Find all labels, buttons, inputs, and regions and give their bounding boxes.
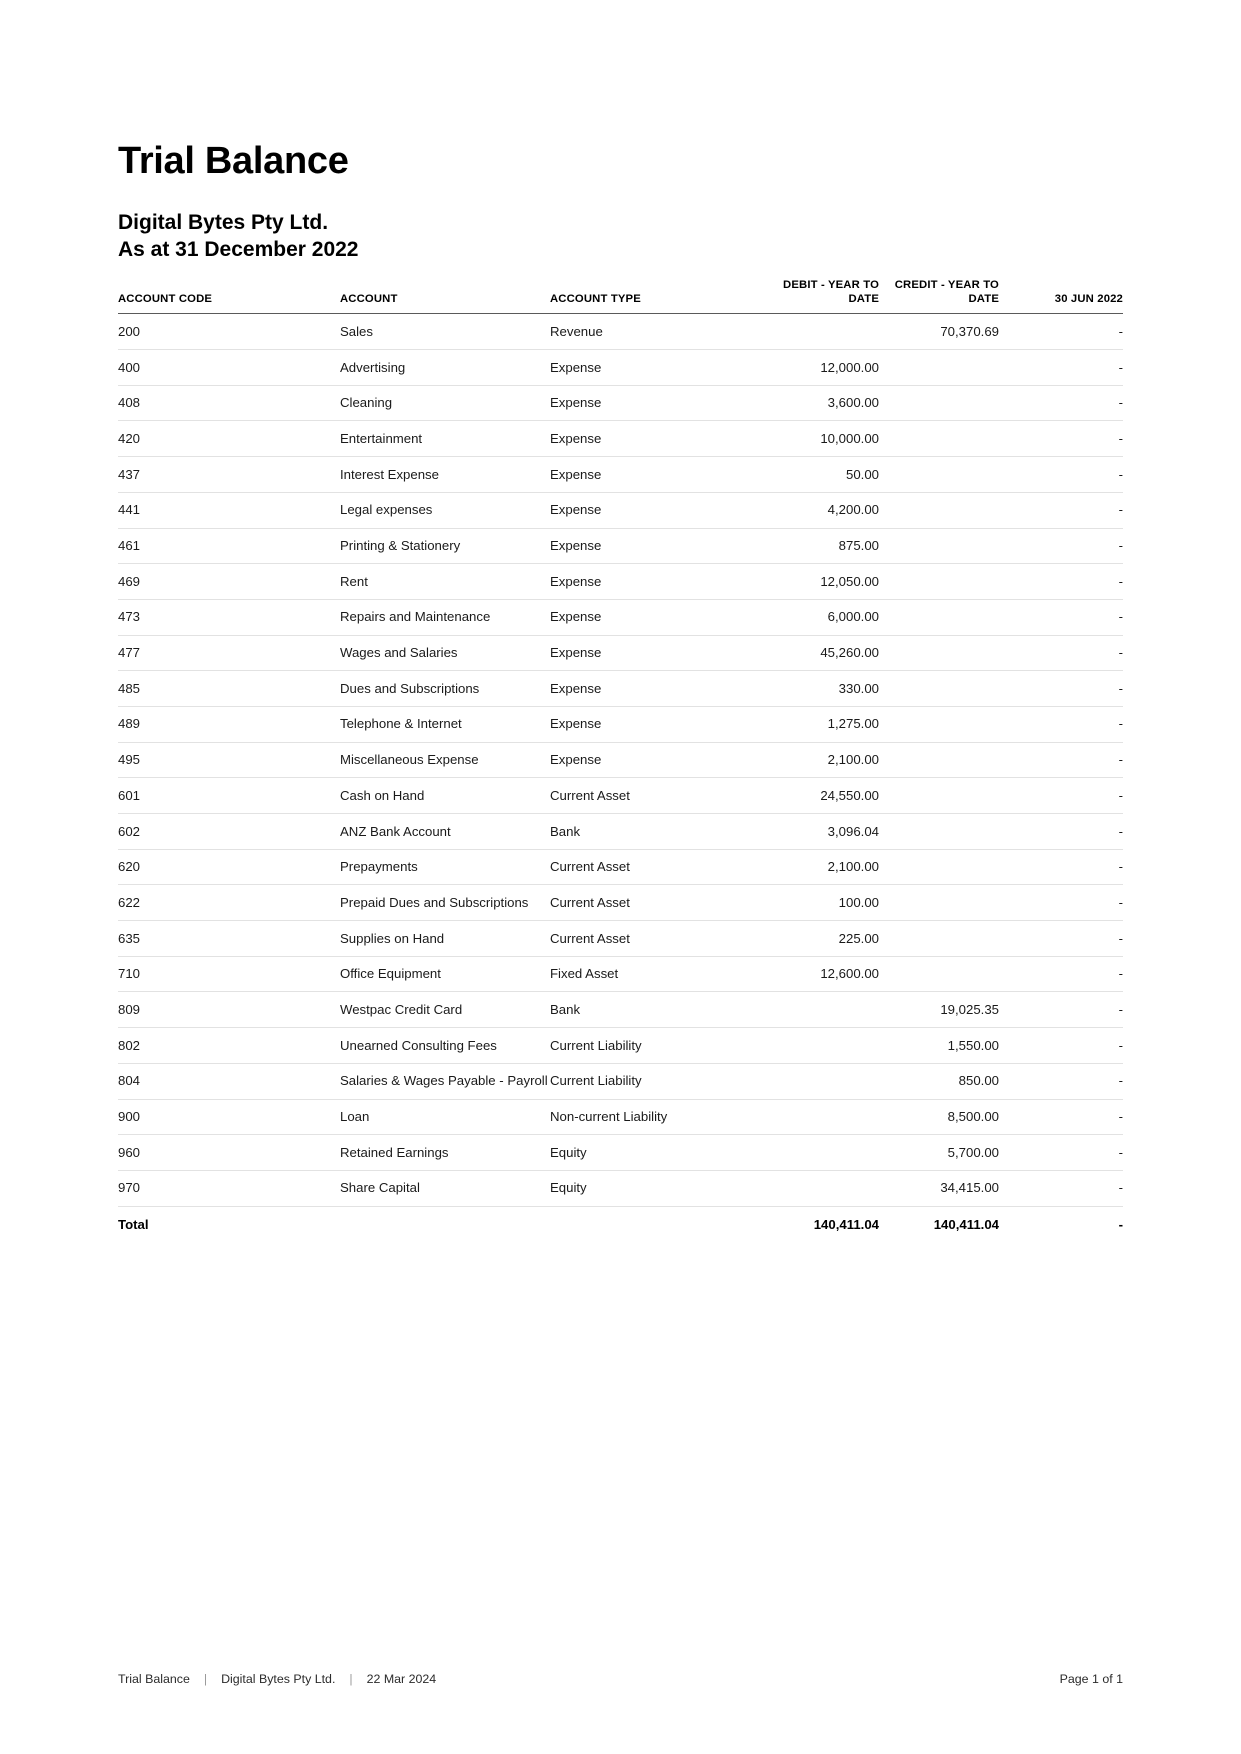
cell-account: Dues and Subscriptions (340, 671, 550, 707)
cell-prior-period: - (1001, 599, 1123, 635)
cell-account-type: Expense (550, 671, 763, 707)
table-total-row (118, 1206, 1123, 1242)
cell-credit: 8,500.00 (881, 1099, 1001, 1135)
cell-debit: 12,600.00 (763, 956, 881, 992)
table-row (118, 457, 1123, 493)
cell-account-type: Expense (550, 421, 763, 457)
cell-debit: 6,000.00 (763, 599, 881, 635)
cell-credit (881, 885, 1001, 921)
column-header-prior-period: 30 JUN 2022 (1001, 278, 1123, 314)
report-body (118, 140, 1123, 1242)
cell-account-type: Expense (550, 635, 763, 671)
footer-generated-date: 22 Mar 2024 (366, 1672, 437, 1686)
table-row (118, 921, 1123, 957)
table-header (118, 278, 1123, 314)
cell-account: Legal expenses (340, 492, 550, 528)
cell-credit (881, 528, 1001, 564)
total-spacer-account (340, 1206, 550, 1242)
cell-debit: 45,260.00 (763, 635, 881, 671)
cell-account-type: Current Asset (550, 778, 763, 814)
report-period: As at 31 December 2022 (118, 238, 359, 262)
cell-prior-period: - (1001, 350, 1123, 386)
cell-account: Supplies on Hand (340, 921, 550, 957)
cell-account-code: 200 (118, 314, 340, 350)
cell-credit (881, 849, 1001, 885)
cell-account-code: 400 (118, 350, 340, 386)
column-header-debit: DEBIT - YEAR TO DATE (763, 278, 881, 314)
cell-debit: 50.00 (763, 457, 881, 493)
cell-account-type: Fixed Asset (550, 956, 763, 992)
cell-credit (881, 706, 1001, 742)
cell-account: Share Capital (340, 1170, 550, 1206)
table-row (118, 956, 1123, 992)
cell-prior-period: - (1001, 849, 1123, 885)
cell-debit: 1,275.00 (763, 706, 881, 742)
cell-account: Office Equipment (340, 956, 550, 992)
total-credit: 140,411.04 (881, 1206, 1001, 1242)
cell-account: Sales (340, 314, 550, 350)
cell-prior-period: - (1001, 635, 1123, 671)
table-row (118, 814, 1123, 850)
cell-account-code: 489 (118, 706, 340, 742)
cell-account: Prepaid Dues and Subscriptions (340, 885, 550, 921)
table-row (118, 1170, 1123, 1206)
table-row (118, 385, 1123, 421)
cell-account: Rent (340, 564, 550, 600)
cell-account: Repairs and Maintenance (340, 599, 550, 635)
cell-account-code: 485 (118, 671, 340, 707)
cell-debit: 3,600.00 (763, 385, 881, 421)
cell-account-code: 461 (118, 528, 340, 564)
cell-prior-period: - (1001, 314, 1123, 350)
cell-prior-period: - (1001, 885, 1123, 921)
table-row (118, 635, 1123, 671)
cell-debit (763, 1170, 881, 1206)
cell-debit (763, 992, 881, 1028)
table-row (118, 314, 1123, 350)
cell-account: Interest Expense (340, 457, 550, 493)
cell-account: Wages and Salaries (340, 635, 550, 671)
cell-prior-period: - (1001, 385, 1123, 421)
cell-account-type: Current Asset (550, 849, 763, 885)
cell-credit (881, 492, 1001, 528)
cell-account-code: 473 (118, 599, 340, 635)
table-row (118, 885, 1123, 921)
cell-credit: 70,370.69 (881, 314, 1001, 350)
cell-account: Salaries & Wages Payable - Payroll (340, 1063, 550, 1099)
cell-credit (881, 421, 1001, 457)
cell-account-type: Expense (550, 742, 763, 778)
cell-account-code: 420 (118, 421, 340, 457)
table-row (118, 992, 1123, 1028)
cell-debit: 2,100.00 (763, 849, 881, 885)
footer-page-number: Page 1 of 1 (1059, 1672, 1123, 1686)
cell-debit: 875.00 (763, 528, 881, 564)
cell-account-type: Current Liability (550, 1063, 763, 1099)
cell-account-code: 601 (118, 778, 340, 814)
table-row (118, 742, 1123, 778)
cell-credit (881, 457, 1001, 493)
table-row (118, 564, 1123, 600)
cell-debit (763, 1028, 881, 1064)
cell-account: Advertising (340, 350, 550, 386)
cell-debit (763, 1099, 881, 1135)
cell-account: Entertainment (340, 421, 550, 457)
organisation-name: Digital Bytes Pty Ltd. (118, 210, 329, 234)
cell-credit: 34,415.00 (881, 1170, 1001, 1206)
cell-account: Prepayments (340, 849, 550, 885)
table-row (118, 671, 1123, 707)
cell-account-code: 635 (118, 921, 340, 957)
cell-prior-period: - (1001, 1135, 1123, 1171)
cell-account-code: 622 (118, 885, 340, 921)
table-row (118, 421, 1123, 457)
cell-account-type: Current Asset (550, 921, 763, 957)
table-row (118, 1028, 1123, 1064)
cell-account: Unearned Consulting Fees (340, 1028, 550, 1064)
table-row (118, 528, 1123, 564)
cell-credit (881, 921, 1001, 957)
cell-account-code: 620 (118, 849, 340, 885)
cell-debit: 12,000.00 (763, 350, 881, 386)
cell-credit: 19,025.35 (881, 992, 1001, 1028)
table-row (118, 1099, 1123, 1135)
cell-account: Westpac Credit Card (340, 992, 550, 1028)
table-row (118, 492, 1123, 528)
cell-account-type: Bank (550, 992, 763, 1028)
total-spacer-type (550, 1206, 763, 1242)
cell-prior-period: - (1001, 706, 1123, 742)
cell-debit (763, 1135, 881, 1171)
cell-account-code: 469 (118, 564, 340, 600)
cell-prior-period: - (1001, 457, 1123, 493)
cell-account-code: 495 (118, 742, 340, 778)
cell-account-type: Expense (550, 706, 763, 742)
total-debit: 140,411.04 (763, 1206, 881, 1242)
total-label: Total (118, 1206, 340, 1242)
cell-credit (881, 742, 1001, 778)
cell-prior-period: - (1001, 1170, 1123, 1206)
cell-credit (881, 814, 1001, 850)
cell-debit (763, 1063, 881, 1099)
cell-account: Telephone & Internet (340, 706, 550, 742)
cell-account: ANZ Bank Account (340, 814, 550, 850)
cell-prior-period: - (1001, 1063, 1123, 1099)
cell-prior-period: - (1001, 778, 1123, 814)
cell-prior-period: - (1001, 814, 1123, 850)
cell-debit: 2,100.00 (763, 742, 881, 778)
cell-prior-period: - (1001, 564, 1123, 600)
cell-credit (881, 956, 1001, 992)
cell-account-code: 602 (118, 814, 340, 850)
table-row (118, 1063, 1123, 1099)
cell-prior-period: - (1001, 956, 1123, 992)
cell-credit (881, 671, 1001, 707)
cell-account-type: Current Liability (550, 1028, 763, 1064)
cell-debit: 3,096.04 (763, 814, 881, 850)
cell-account-type: Expense (550, 385, 763, 421)
column-header-account-type: ACCOUNT TYPE (550, 278, 763, 314)
table-row (118, 350, 1123, 386)
cell-account-code: 441 (118, 492, 340, 528)
page-footer (118, 1672, 1123, 1686)
cell-debit: 100.00 (763, 885, 881, 921)
cell-credit (881, 350, 1001, 386)
cell-debit: 24,550.00 (763, 778, 881, 814)
cell-account: Miscellaneous Expense (340, 742, 550, 778)
cell-credit (881, 599, 1001, 635)
table-row (118, 1135, 1123, 1171)
cell-prior-period: - (1001, 492, 1123, 528)
cell-prior-period: - (1001, 921, 1123, 957)
cell-account-code: 477 (118, 635, 340, 671)
footer-report-name: Trial Balance (118, 1672, 190, 1686)
column-header-account: ACCOUNT (340, 278, 550, 314)
footer-organisation: Digital Bytes Pty Ltd. (221, 1672, 336, 1686)
table-row (118, 778, 1123, 814)
cell-account: Loan (340, 1099, 550, 1135)
table-row (118, 849, 1123, 885)
cell-account-code: 437 (118, 457, 340, 493)
cell-prior-period: - (1001, 742, 1123, 778)
cell-account-code: 970 (118, 1170, 340, 1206)
cell-account-type: Current Asset (550, 885, 763, 921)
footer-meta (118, 1672, 450, 1686)
cell-account-type: Bank (550, 814, 763, 850)
cell-debit (763, 314, 881, 350)
cell-account-type: Expense (550, 350, 763, 386)
cell-account-type: Equity (550, 1170, 763, 1206)
table-row (118, 706, 1123, 742)
cell-account-code: 802 (118, 1028, 340, 1064)
cell-credit (881, 564, 1001, 600)
cell-account-type: Expense (550, 492, 763, 528)
cell-prior-period: - (1001, 1028, 1123, 1064)
cell-credit (881, 778, 1001, 814)
cell-credit: 1,550.00 (881, 1028, 1001, 1064)
cell-prior-period: - (1001, 671, 1123, 707)
cell-account-type: Expense (550, 457, 763, 493)
cell-credit: 850.00 (881, 1063, 1001, 1099)
cell-debit: 10,000.00 (763, 421, 881, 457)
cell-debit: 330.00 (763, 671, 881, 707)
cell-account: Printing & Stationery (340, 528, 550, 564)
cell-account-type: Expense (550, 599, 763, 635)
cell-prior-period: - (1001, 1099, 1123, 1135)
footer-divider-1: | (203, 1672, 208, 1686)
footer-divider-2: | (349, 1672, 353, 1686)
cell-account-code: 710 (118, 956, 340, 992)
cell-account-code: 960 (118, 1135, 340, 1171)
cell-debit: 4,200.00 (763, 492, 881, 528)
cell-prior-period: - (1001, 528, 1123, 564)
cell-debit: 12,050.00 (763, 564, 881, 600)
cell-account: Cleaning (340, 385, 550, 421)
cell-credit: 5,700.00 (881, 1135, 1001, 1171)
cell-account-code: 809 (118, 992, 340, 1028)
cell-credit (881, 635, 1001, 671)
cell-debit: 225.00 (763, 921, 881, 957)
total-prior-period: - (1001, 1206, 1123, 1242)
column-header-account-code: ACCOUNT CODE (118, 278, 340, 314)
cell-account-type: Expense (550, 564, 763, 600)
cell-prior-period: - (1001, 992, 1123, 1028)
trial-balance-table (118, 278, 1123, 1242)
cell-account-code: 804 (118, 1063, 340, 1099)
cell-account-code: 408 (118, 385, 340, 421)
cell-account-code: 900 (118, 1099, 340, 1135)
cell-credit (881, 385, 1001, 421)
cell-account-type: Expense (550, 528, 763, 564)
cell-account: Retained Earnings (340, 1135, 550, 1171)
cell-prior-period: - (1001, 421, 1123, 457)
cell-account-type: Equity (550, 1135, 763, 1171)
cell-account-type: Revenue (550, 314, 763, 350)
column-header-credit: CREDIT - YEAR TO DATE (881, 278, 1001, 314)
table-header-row (118, 278, 1123, 314)
table-body (118, 314, 1123, 1242)
cell-account: Cash on Hand (340, 778, 550, 814)
page-title: Trial Balance (118, 140, 349, 182)
table-row (118, 599, 1123, 635)
cell-account-type: Non-current Liability (550, 1099, 763, 1135)
